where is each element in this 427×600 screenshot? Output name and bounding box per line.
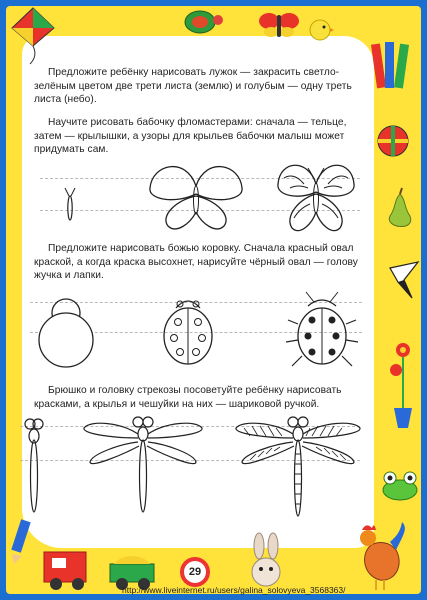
pencil-icon bbox=[8, 516, 34, 564]
ladybug-step-3 bbox=[284, 290, 360, 374]
frog-icon bbox=[380, 468, 420, 502]
paragraph-ladybug: Предложите нарисовать божью коровку. Сначала красный овал краской, а когда краска высохнет, нарисуйте чёрный овал — голову жучка и лапки. bbox=[34, 243, 358, 282]
turtle-icon bbox=[178, 4, 224, 38]
dragonfly-step-1 bbox=[22, 416, 46, 520]
paragraph-dragonfly: Брюшко и головку стрекозы посоветуйте ребёнку нарисовать красками, а крылья и чешуйки на них — шариковой ручкой. bbox=[34, 385, 342, 410]
butterfly-icon bbox=[258, 10, 300, 40]
butterfly-step-2 bbox=[146, 160, 246, 234]
paragraph-meadow: Предложите ребёнку нарисовать лужок — закрасить светло-зелёным цветом две трети листа (землю) и голубым — одну треть листа (небо). bbox=[34, 67, 352, 106]
flower-icon bbox=[388, 340, 418, 430]
watermark-url[interactable]: http://www.liveinternet.ru/users/galina_solovyeva_3568363/ bbox=[122, 585, 346, 595]
page-number: 29 bbox=[184, 561, 206, 583]
dragonfly-step-3 bbox=[232, 414, 364, 522]
butterfly-step-1 bbox=[60, 186, 80, 226]
ladybug-step-2 bbox=[158, 294, 218, 366]
ball-icon bbox=[376, 124, 410, 158]
pencils-icon bbox=[370, 40, 412, 92]
rabbit-icon bbox=[246, 532, 286, 592]
ladybug-step-1 bbox=[34, 298, 98, 370]
paragraph-butterfly: Научите рисовать бабочку фломастерами: сначала — тельце, затем — крылышки, а узоры для крыльев бабочки малыш может придумать сам. bbox=[34, 117, 347, 156]
pear-icon bbox=[386, 188, 414, 232]
rooster-icon bbox=[350, 516, 410, 592]
kite-icon bbox=[8, 6, 58, 66]
dragonfly-step-2 bbox=[80, 414, 206, 520]
butterfly-step-3 bbox=[274, 158, 358, 236]
page-number-badge bbox=[180, 557, 210, 587]
origami-bird-icon bbox=[388, 260, 420, 300]
chick-icon bbox=[306, 14, 334, 42]
